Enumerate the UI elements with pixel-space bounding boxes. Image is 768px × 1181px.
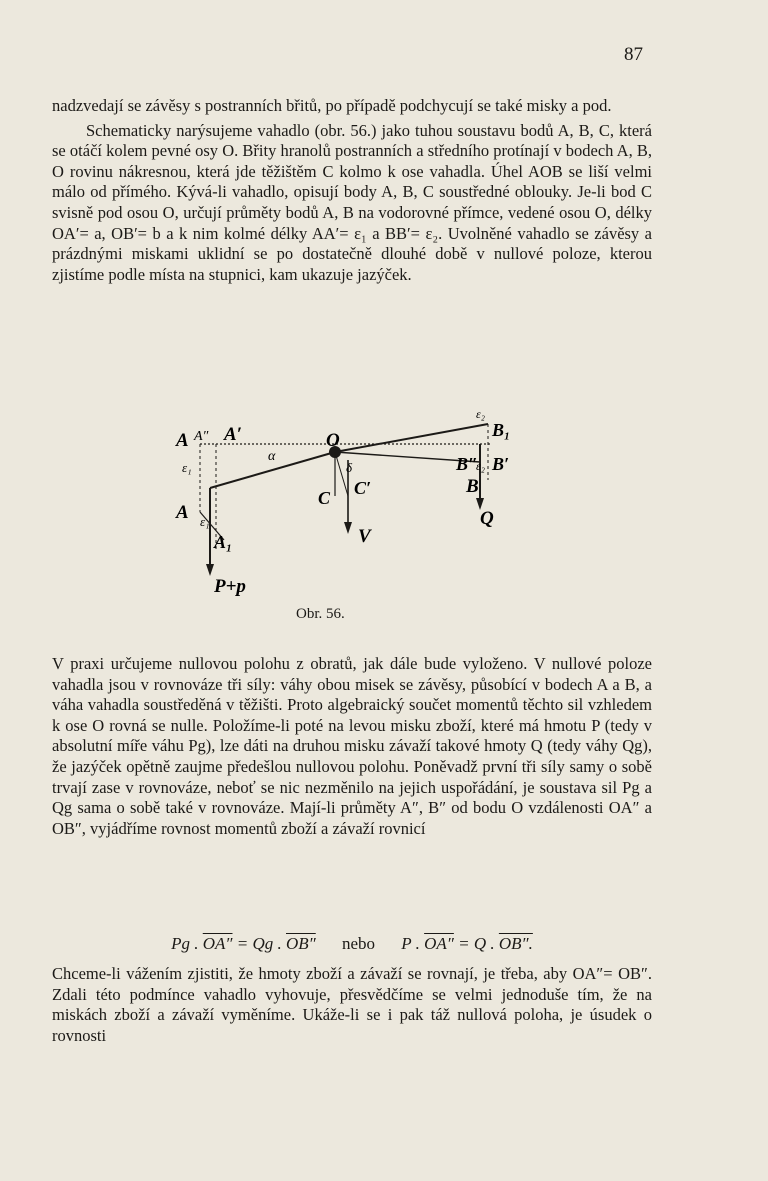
label-eps2: ε₂ xyxy=(476,459,485,473)
moment-equation xyxy=(52,934,652,954)
weight-V-arrowhead xyxy=(344,522,352,534)
formula-part: P . xyxy=(401,934,425,953)
paragraph-continuation: nadzvedají se závěsy s postranních břitů, po případě podchycují se také misky a pod. xyxy=(52,96,612,115)
label-V: V xyxy=(358,526,371,547)
figure-caption: Obr. 56. xyxy=(296,606,345,622)
label-eps1-upper: ε₁ xyxy=(182,460,192,475)
label-C: C xyxy=(318,488,331,508)
body-text-bottom xyxy=(52,964,652,1046)
formula-part: = Qg . xyxy=(232,934,286,953)
label-B-prime: B′ xyxy=(492,454,510,474)
label-A-top: A xyxy=(176,430,189,451)
label-B-dbl: B″ xyxy=(456,454,478,474)
label-Q: Q xyxy=(480,508,494,529)
formula-conjunction: nebo xyxy=(342,934,376,953)
label-B: B xyxy=(466,476,479,497)
paragraph-schematic: Schematicky narýsujeme vahadlo (obr. 56.) jako tuhou soustavu bodů A, B, C, která se otáčí kolem pevné osy O. Břity hranolů postranních a středního protínají v bodech A, B, O rovinu nákresnou, která jde těžištěm C kolmo k ose vahadla. Úhel AOB se liší velmi málo od přímého. Kývá-li vahadlo, opisují body A, B, C soustředné oblouky. Je-li bod C svisně pod osou O, určují průměty bodů A, B na vodorovné přímce, vedené osou O, délky OA′= a, OB′= b a k nim kolmé délky AA′= ε₁ a BB′= ε₂. Uvolněné vahadlo se závěsy a prázdnými miskami uklidní se po dostatečně dlouhé době v nullové poloze, kterou zjistíme podle místa na stupnici, kam ukazuje jazýček. xyxy=(52,120,652,284)
formula-part: Pg . xyxy=(171,934,203,953)
label-O: O xyxy=(326,430,340,451)
label-A-low: A xyxy=(176,502,189,523)
label-eps2-top: ε₂ xyxy=(476,407,485,421)
label-P-plus-p: P+p xyxy=(214,576,246,597)
label-B1: B₁ xyxy=(492,420,511,440)
label-A-prime: A′ xyxy=(224,424,243,445)
body-text-top xyxy=(52,96,652,285)
paragraph-praxi: V praxi určujeme nullovou polohu z obratů, jak dále bude vyloženo. V nullové poloze vahadla jsou v rovnováze tři síly: váhy obou misek se závěsy, působící v bodech A a B, a váha vahadla soustředěná v těžišti. Proto algebraický součet momentů těchto sil vzhledem k ose O rovná se nulle. Položíme-li poté na levou misku zboží, které má hmotu P (tedy v absolutní míře váhu Pg), lze dáti na druhou misku závaží takové hmoty Q (tedy váhy Qg), že jazýček opětně zaujme předešlou nullovou polohu. Poněvadž první tři síly samy o sobě trvají zase v rovnováze, neboť se nic nezměnilo na jejich uspořádání, je soustava sil Pg a Qg sama o sobě také v rovnováze. Mají-li průměty A″, B″ od bodu O vzdálenosti OA″ a OB″, vyjádříme rovnost momentů zboží a závaží rovnicí xyxy=(52,654,652,838)
formula-overline: OB″. xyxy=(498,934,533,953)
balance-beam-figure xyxy=(170,400,530,600)
label-alpha: α xyxy=(268,449,276,464)
formula-overline: OA″ xyxy=(424,934,454,953)
load-arrowhead xyxy=(206,564,214,576)
paragraph-chceme: Chceme-li vážením zjistiti, že hmoty zboží a závaží se rovnají, je třeba, aby OA″= OB″. Zdali této podmínce vahadlo vyhovuje, přesvědčíme se velmi jednoduše tím, že na miskách zboží a závaží vyměníme. Ukáže-li se i pak táž nullová poloha, je úsudek o rovnosti xyxy=(52,964,652,1045)
page-number: 87 xyxy=(624,44,643,65)
formula-overline: OA″ xyxy=(202,934,233,953)
body-text-middle xyxy=(52,654,652,839)
formula-overline: OB″ xyxy=(286,934,316,953)
label-eps1-lower: ε₁ xyxy=(200,514,210,529)
label-A-dbl: A″ xyxy=(194,429,209,444)
label-A1: A₁ xyxy=(214,532,233,552)
label-C-prime: C′ xyxy=(354,478,372,498)
formula-part: = Q . xyxy=(453,934,499,953)
beam-right xyxy=(335,424,488,452)
label-delta: δ xyxy=(346,460,353,475)
